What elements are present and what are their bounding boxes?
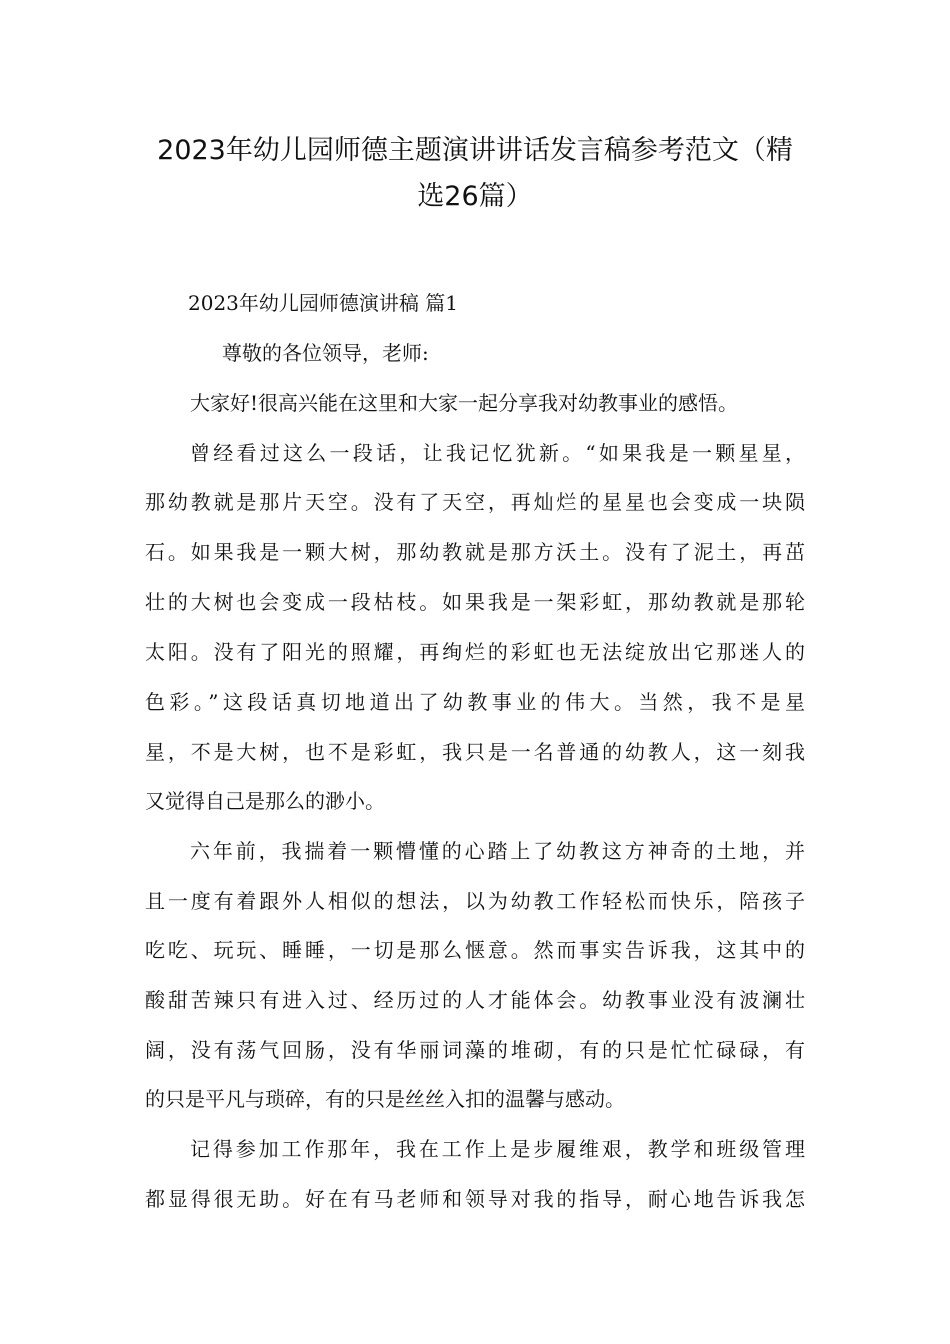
paragraph-line: 星，不是大树，也不是彩虹，我只是一名普通的幼教人，这一刻我 (145, 740, 805, 764)
title-line-2: 选26篇） (417, 181, 533, 212)
paragraph-line: 吃吃、玩玩、睡睡，一切是那么惬意。然而事实告诉我，这其中的 (145, 938, 805, 962)
section-heading: 2023年幼儿园师德演讲稿 篇1 (188, 291, 458, 315)
paragraph-line: 那幼教就是那片天空。没有了天空，再灿烂的星星也会变成一块陨 (145, 490, 805, 514)
paragraph-line: 都显得很无助。好在有马老师和领导对我的指导，耐心地告诉我怎 (145, 1187, 805, 1211)
paragraph-line: 记得参加工作那年，我在工作上是步履维艰，教学和班级管理 (190, 1137, 805, 1161)
paragraph-line: 的只是平凡与琐碎，有的只是丝丝入扣的温馨与感动。 (145, 1087, 625, 1111)
paragraph-line: 壮的大树也会变成一段枯枝。如果我是一架彩虹，那幼教就是那轮 (145, 590, 805, 614)
paragraph-line: 色彩。”这段话真切地道出了幼教事业的伟大。当然，我不是星 (145, 690, 805, 714)
paragraph-line: 又觉得自己是那么的渺小。 (145, 789, 385, 813)
paragraph-line: 酸甜苦辣只有进入过、经历过的人才能体会。幼教事业没有波澜壮 (145, 988, 805, 1012)
paragraph-line: 阔，没有荡气回肠，没有华丽词藻的堆砌，有的只是忙忙碌碌，有 (145, 1038, 805, 1062)
title-line-1: 2023年幼儿园师德主题演讲讲话发言稿参考范文（精 (157, 135, 793, 166)
salutation: 尊敬的各位领导，老师: (222, 341, 429, 365)
paragraph-line: 曾经看过这么一段话，让我记忆犹新。“如果我是一颗星星， (190, 441, 805, 465)
paragraph-line: 且一度有着跟外人相似的想法，以为幼教工作轻松而快乐，陪孩子 (145, 889, 805, 913)
paragraph-line: 大家好!很高兴能在这里和大家一起分享我对幼教事业的感悟。 (190, 391, 739, 415)
paragraph-line: 六年前，我揣着一颗懵懂的心踏上了幼教这方神奇的土地，并 (190, 839, 805, 863)
paragraph-line: 石。如果我是一颗大树，那幼教就是那方沃土。没有了泥土，再茁 (145, 540, 805, 564)
document-title (140, 128, 810, 220)
paragraph-line: 太阳。没有了阳光的照耀，再绚烂的彩虹也无法绽放出它那迷人的 (145, 640, 805, 664)
